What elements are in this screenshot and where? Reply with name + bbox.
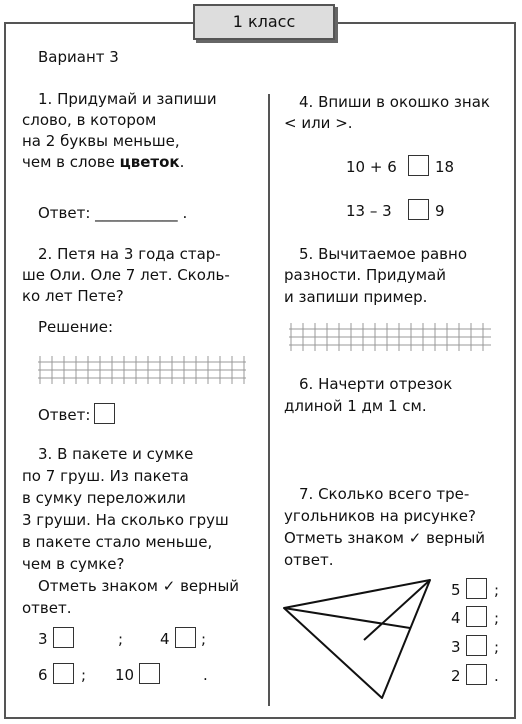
task2-line-3: ко лет Пете? [22, 287, 124, 305]
task7-option-label: 5 [451, 581, 461, 599]
task3-line-4: 3 груши. На сколько груш [22, 511, 229, 529]
task3-option-label: 10 [115, 666, 135, 684]
triangles-figure [280, 576, 446, 702]
task2-solution-label: Решение: [38, 318, 114, 336]
task3-option-box[interactable] [175, 627, 196, 648]
task2-answer-box[interactable] [94, 403, 115, 424]
task4-expr1-left: 10 + 6 [346, 158, 397, 176]
task3-option-box[interactable] [53, 663, 74, 684]
task4-expr2-left: 13 – 3 [346, 202, 392, 220]
task3-line-1: 3. В пакете и сумке [38, 445, 194, 463]
variant-title: Вариант 3 [38, 48, 119, 66]
task4-expr2-right: 9 [435, 202, 445, 220]
task7-option-sep: ; [494, 638, 500, 656]
task3-line-5: в пакете стало меньше, [22, 533, 213, 551]
task7-option-sep: ; [494, 581, 500, 599]
task3-option-label: 4 [160, 630, 170, 648]
task1-line-3: на 2 буквы меньше, [22, 132, 180, 150]
task5-answer-grid[interactable] [287, 321, 493, 353]
task5-line-3: и запиши пример. [284, 288, 428, 306]
task1-answer: Ответ: ___________ . [38, 204, 188, 222]
task3-option-sep: ; [81, 666, 87, 684]
task3-line-6: чем в сумке? [22, 555, 125, 573]
task3-option-box[interactable] [139, 663, 160, 684]
task3-line-7: Отметь знаком ✓ верный [38, 577, 240, 595]
task1-line-4-text: чем в слове [22, 153, 120, 171]
task3-option-sep: ; [118, 630, 124, 648]
task3-line-2: по 7 груш. Из пакета [22, 467, 189, 485]
task7-option-sep: ; [494, 609, 500, 627]
column-divider [268, 94, 270, 706]
task7-line-1: 7. Сколько всего тре- [299, 485, 470, 503]
task7-option-box[interactable] [466, 664, 487, 685]
task7-option-box[interactable] [466, 606, 487, 627]
task3-option-box[interactable] [53, 627, 74, 648]
task1-line-1: 1. Придумай и запиши [38, 90, 217, 108]
task4-line-1: 4. Впиши в окошко знак [299, 93, 490, 111]
task2-solution-grid[interactable] [36, 354, 248, 386]
task7-line-2: угольников на рисунке? [284, 507, 476, 525]
task1-bold-word: цветок [119, 153, 180, 171]
task7-option-label: 4 [451, 609, 461, 627]
task3-option-label: 6 [38, 666, 48, 684]
task7-option-box[interactable] [466, 635, 487, 656]
task2-line-1: 2. Петя на 3 года стар- [38, 245, 221, 263]
task7-option-sep: . [494, 667, 499, 685]
task1-line-4 [22, 152, 184, 173]
task3-line-3: в сумку переложили [22, 489, 186, 507]
task7-option-label: 3 [451, 638, 461, 656]
task4-expr2-box[interactable] [408, 199, 429, 220]
task7-line-4: ответ. [284, 551, 334, 569]
task7-option-label: 2 [451, 667, 461, 685]
task7-option-box[interactable] [466, 578, 487, 599]
task6-line-1: 6. Начерти отрезок [299, 375, 453, 393]
grade-tab: 1 класс [193, 4, 335, 40]
task6-line-2: длиной 1 дм 1 см. [284, 397, 427, 415]
task1-line-2: слово, в котором [22, 111, 157, 129]
task2-answer-label: Ответ: [38, 406, 91, 424]
task1-line-4-end: . [179, 153, 185, 171]
task3-option-sep: ; [201, 630, 207, 648]
task4-expr1-right: 18 [435, 158, 455, 176]
task7-line-3: Отметь знаком ✓ верный [284, 529, 486, 547]
task4-line-2: < или >. [284, 114, 353, 132]
task3-option-sep: . [203, 666, 208, 684]
task4-expr1-box[interactable] [408, 155, 429, 176]
task5-line-1: 5. Вычитаемое равно [299, 245, 468, 263]
task2-line-2: ше Оли. Оле 7 лет. Сколь- [22, 266, 230, 284]
task5-line-2: разности. Придумай [284, 266, 446, 284]
task3-option-label: 3 [38, 630, 48, 648]
task3-line-8: ответ. [22, 599, 72, 617]
